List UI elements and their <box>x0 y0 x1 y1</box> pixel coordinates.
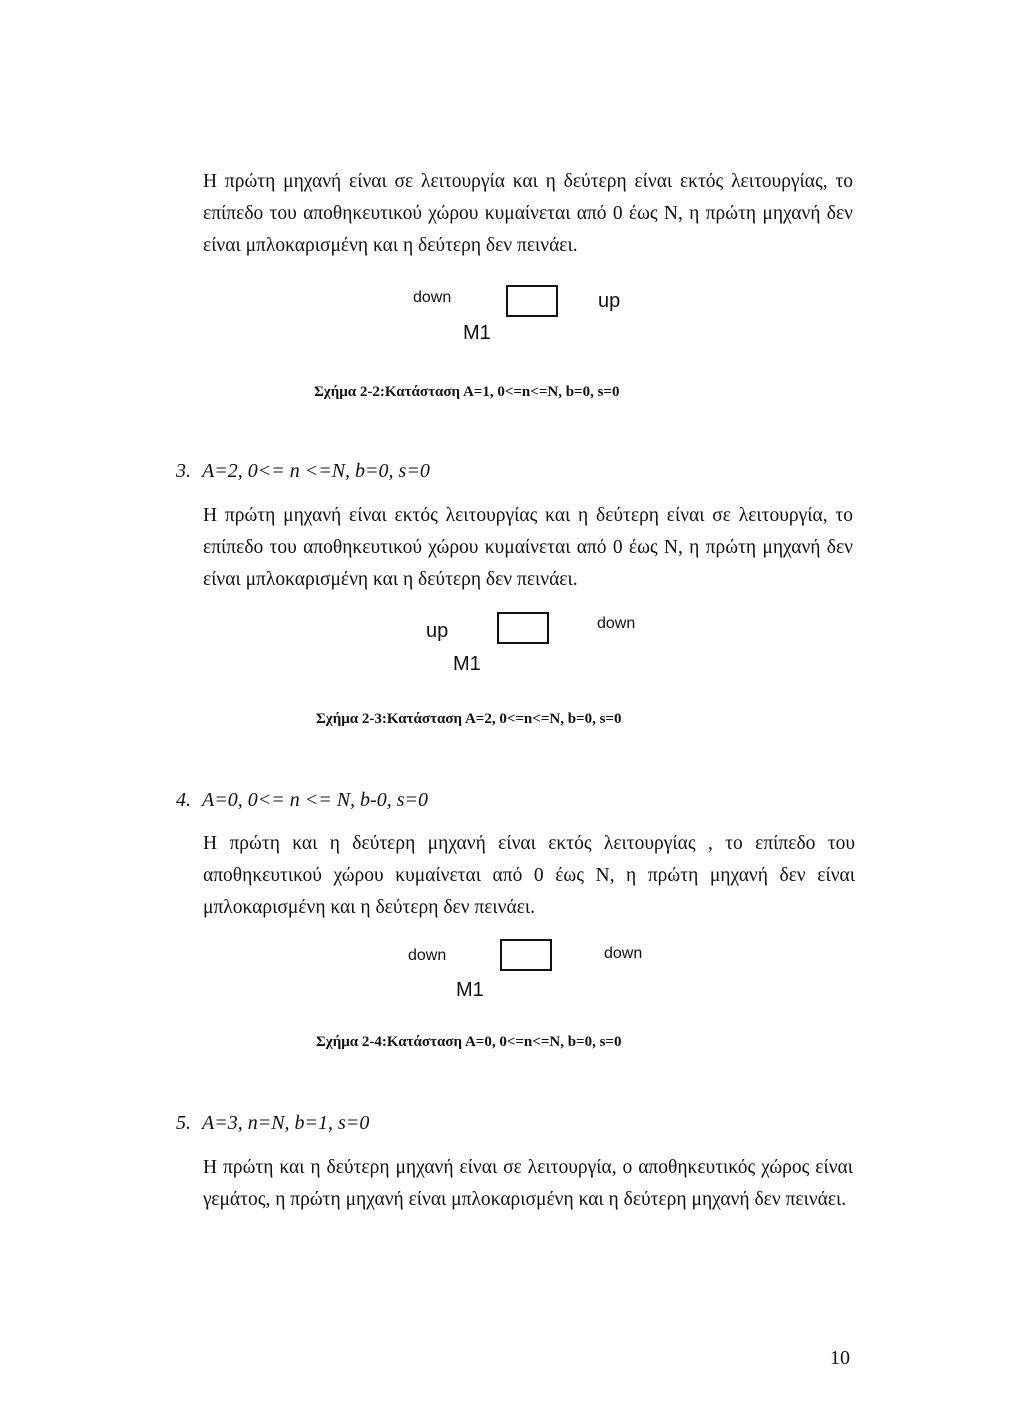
heading-number: 5. <box>176 1112 191 1134</box>
paragraph-state-1: Η πρώτη μηχανή είναι σε λειτουργία και η δεύτερη είναι εκτός λειτουργίας, το επίπεδο του αποθηκευτικού χώρου κυμαίνεται από 0 έως Ν, η πρώτη μηχανή δεν είναι μπλοκαρισμένη και η δεύτερη δεν πεινάει. <box>203 171 853 256</box>
heading-text: A=0, 0<= n <= N, b-0, s=0 <box>202 789 428 811</box>
section-heading-3 <box>176 459 430 483</box>
figure-right-label: up <box>598 290 621 312</box>
machine-box <box>500 939 552 971</box>
machine-box <box>506 285 558 317</box>
paragraph-state-4: Η πρώτη και η δεύτερη μηχανή είναι σε λειτουργία, ο αποθηκευτικός χώρος είναι γεμάτος, η πρώτη μηχανή είναι μπλοκαρισμένη και η δεύτερη μηχανή δεν πεινάει. <box>203 1157 853 1210</box>
figure-caption: Σχήμα 2-3:Κατάσταση Α=2, 0<=n<=N, b=0, s=0 <box>316 711 622 727</box>
figure-left-label: down <box>408 947 447 964</box>
figure-left-label: up <box>426 620 449 642</box>
figure-caption: Σχήμα 2-2:Κατάσταση Α=1, 0<=n<=N, b=0, s=0 <box>314 384 620 400</box>
heading-number: 3. <box>176 460 191 482</box>
machine-label: M1 <box>463 322 491 344</box>
machine-box <box>497 612 549 644</box>
heading-text: A=2, 0<= n <=N, b=0, s=0 <box>202 460 430 482</box>
figure-caption: Σχήμα 2-4:Κατάσταση Α=0, 0<=n<=N, b=0, s=0 <box>316 1034 622 1050</box>
figure-right-label: down <box>604 945 643 962</box>
figure-left-label: down <box>413 289 452 306</box>
page-number: 10 <box>830 1347 850 1369</box>
section-heading-5 <box>176 1111 369 1135</box>
section-heading-4 <box>176 788 428 812</box>
paragraph-state-3: Η πρώτη και η δεύτερη μηχανή είναι εκτός λειτουργίας , το επίπεδο του αποθηκευτικού χώρου κυμαίνεται από 0 έως Ν, η πρώτη μηχανή δεν είναι μπλοκαρισμένη και η δεύτερη δεν πεινάει. <box>203 833 855 918</box>
heading-text: A=3, n=N, b=1, s=0 <box>202 1112 370 1134</box>
machine-label: M1 <box>453 653 481 675</box>
heading-number: 4. <box>176 789 191 811</box>
paragraph-state-2: Η πρώτη μηχανή είναι εκτός λειτουργίας και η δεύτερη είναι σε λειτουργία, το επίπεδο του αποθηκευτικού χώρου κυμαίνεται από 0 έως Ν, η πρώτη μηχανή δεν είναι μπλοκαρισμένη και η δεύτερη δεν πεινάει. <box>203 505 853 590</box>
machine-label: M1 <box>456 979 484 1001</box>
figure-right-label: down <box>597 615 636 632</box>
